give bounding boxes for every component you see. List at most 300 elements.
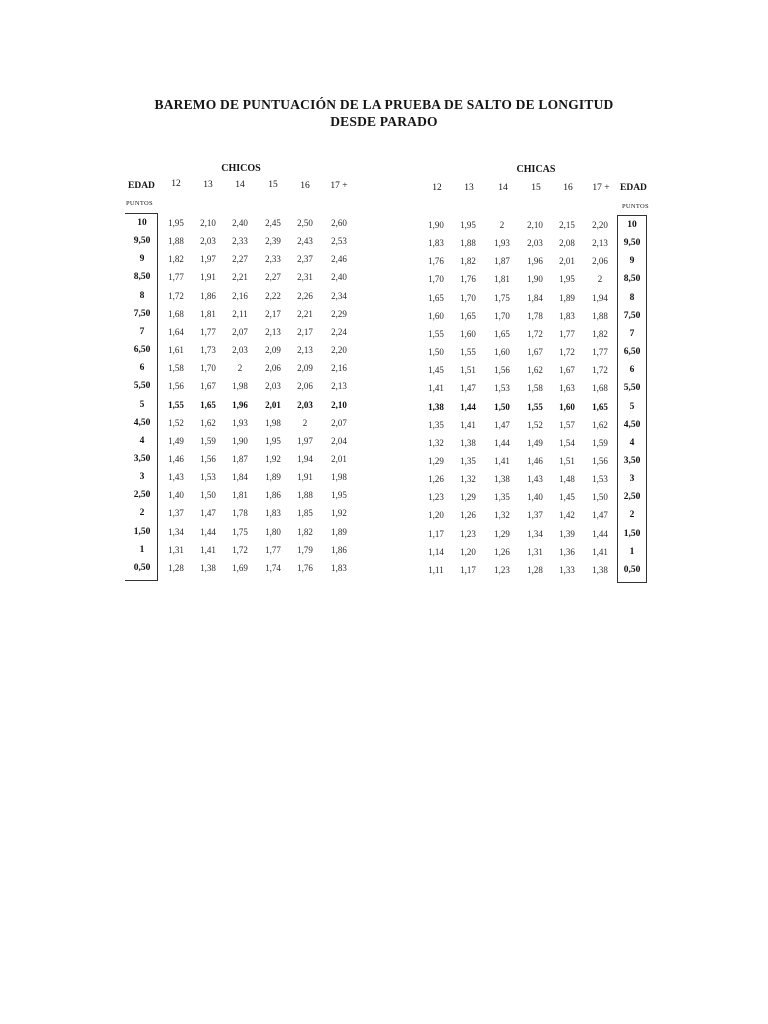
chicos-value-cell: 1,46 (168, 453, 184, 464)
chicos-value-cell: 1,95 (265, 435, 281, 446)
chicos-value-cell: 1,41 (200, 544, 216, 555)
chicos-value-cell: 2,40 (232, 218, 248, 228)
chicas-value-cell: 1,55 (428, 328, 444, 339)
chicas-value-cell: 1,75 (494, 292, 510, 303)
chicos-value-cell: 2,13 (297, 345, 313, 356)
chicos-value-cell: 1,93 (232, 417, 248, 428)
page-title: BAREMO DE PUNTUACIÓN DE LA PRUEBA DE SALTO DE LONGITUD (154, 97, 614, 112)
chicos-value-cell: 2,50 (297, 218, 313, 228)
chicas-row (0, 525, 768, 543)
chicas-value-cell: 1,41 (428, 383, 444, 394)
chicos-value-cell: 2,22 (265, 290, 281, 301)
chicos-points-cell: 3,50 (133, 453, 151, 464)
chicas-value-cell: 1,89 (559, 292, 575, 303)
chicas-value-cell: 1,41 (460, 419, 476, 430)
chicas-value-cell: 1,31 (527, 546, 543, 557)
chicos-value-cell: 1,31 (168, 544, 184, 555)
chicas-value-cell: 1,50 (494, 401, 510, 412)
chicas-value-cell: 1,40 (527, 492, 543, 503)
chicos-points-cell: 8 (139, 290, 145, 301)
chicos-value-cell: 1,83 (265, 508, 281, 519)
chicas-value-cell: 2,08 (559, 238, 575, 249)
chicas-value-cell: 1,72 (527, 328, 543, 339)
chicos-title: CHICOS (221, 163, 261, 174)
chicos-value-cell: 2,46 (331, 254, 347, 265)
chicos-value-cell: 1,85 (297, 508, 313, 519)
chicas-value-cell: 1,20 (460, 546, 476, 557)
chicas-value-cell: 1,29 (494, 528, 510, 539)
chicas-value-cell: 1,62 (592, 419, 608, 430)
chicas-puntos-label: PUNTOS (622, 203, 649, 210)
chicos-value-cell: 1,80 (265, 526, 281, 537)
chicas-value-cell: 1,23 (428, 492, 444, 503)
chicos-value-cell: 2,37 (297, 254, 313, 265)
chicos-value-cell: 1,49 (168, 435, 184, 446)
chicos-value-cell: 2,07 (331, 417, 347, 428)
chicos-value-cell: 1,73 (200, 345, 216, 356)
chicas-row (0, 561, 768, 579)
chicos-points-cell: 7 (139, 326, 145, 337)
chicas-points-cell: 4,50 (623, 419, 641, 430)
chicos-value-cell: 2,03 (200, 236, 216, 247)
chicos-value-cell: 2,21 (232, 272, 248, 283)
chicos-value-cell: 2,17 (265, 308, 281, 319)
chicas-value-cell: 1,26 (494, 546, 510, 557)
chicos-value-cell: 2,16 (331, 363, 347, 374)
chicos-value-cell: 2 (302, 417, 308, 428)
chicos-age-header: 16 (300, 181, 310, 191)
chicas-value-cell: 1,47 (494, 419, 510, 430)
chicos-points-cell: 8,50 (133, 272, 151, 283)
chicas-title: CHICAS (516, 164, 556, 175)
chicos-value-cell: 2,01 (265, 399, 281, 410)
chicas-value-cell: 2 (597, 274, 603, 285)
chicos-value-cell: 1,76 (297, 562, 313, 573)
chicos-value-cell: 1,91 (200, 272, 216, 283)
chicas-value-cell: 1,48 (559, 474, 575, 485)
chicas-points-cell: 1,50 (623, 528, 641, 539)
chicos-value-cell: 1,34 (168, 526, 184, 537)
chicas-points-cell: 8 (629, 292, 635, 303)
chicas-value-cell: 1,47 (460, 383, 476, 394)
chicas-value-cell: 1,50 (428, 347, 444, 358)
chicas-row (0, 361, 768, 379)
chicos-value-cell: 1,92 (331, 508, 347, 519)
chicos-points-cell: 6,50 (133, 345, 151, 356)
chicos-value-cell: 1,79 (297, 544, 313, 555)
chicas-value-cell: 2,13 (592, 238, 608, 249)
chicos-value-cell: 1,38 (200, 562, 216, 573)
chicos-value-cell: 1,72 (232, 544, 248, 555)
chicos-value-cell: 2,21 (297, 308, 313, 319)
chicas-points-bottom-rule (617, 582, 647, 583)
chicas-value-cell: 2,10 (527, 220, 543, 230)
chicas-value-cell: 1,57 (559, 419, 575, 430)
chicas-value-cell: 1,44 (460, 401, 476, 412)
chicos-points-cell: 4 (139, 435, 145, 446)
chicas-value-cell: 1,35 (428, 419, 444, 430)
chicas-value-cell: 1,93 (494, 238, 510, 249)
chicas-points-cell: 0,50 (623, 564, 641, 575)
chicos-value-cell: 2,03 (297, 399, 313, 410)
chicos-value-cell: 2,13 (331, 381, 347, 392)
chicos-value-cell: 1,67 (200, 381, 216, 392)
chicos-value-cell: 1,86 (331, 544, 347, 555)
chicas-age-header: 14 (498, 183, 508, 193)
chicas-row (0, 379, 768, 397)
chicas-row (0, 343, 768, 361)
chicos-value-cell: 2,06 (297, 381, 313, 392)
chicas-value-cell: 1,88 (460, 238, 476, 249)
chicas-value-cell: 1,96 (527, 256, 543, 267)
chicas-value-cell: 1,41 (592, 546, 608, 557)
chicas-points-cell: 9 (629, 256, 635, 267)
chicas-value-cell: 1,65 (494, 328, 510, 339)
chicos-value-cell: 1,72 (168, 290, 184, 301)
chicas-value-cell: 1,51 (460, 365, 476, 376)
chicos-value-cell: 1,86 (265, 490, 281, 501)
chicas-value-cell: 1,68 (592, 383, 608, 394)
chicos-value-cell: 1,53 (200, 472, 216, 483)
chicos-value-cell: 2,39 (265, 236, 281, 247)
chicos-value-cell: 1,64 (168, 326, 184, 337)
chicas-points-cell: 1 (629, 546, 635, 557)
chicos-value-cell: 2,10 (200, 218, 216, 228)
chicas-value-cell: 1,95 (460, 220, 476, 230)
chicos-age-header: 12 (171, 179, 181, 189)
chicas-points-cell: 4 (629, 437, 635, 448)
chicos-value-cell: 1,95 (168, 218, 184, 228)
chicas-value-cell: 1,60 (460, 328, 476, 339)
chicas-row (0, 234, 768, 252)
chicos-value-cell: 1,97 (200, 254, 216, 265)
chicas-points-cell: 5 (629, 401, 635, 412)
chicas-points-cell: 2 (629, 510, 635, 521)
chicos-value-cell: 1,56 (200, 453, 216, 464)
chicas-row (0, 434, 768, 452)
chicas-value-cell: 1,32 (494, 510, 510, 521)
chicos-value-cell: 2,40 (331, 272, 347, 283)
chicas-value-cell: 1,67 (527, 347, 543, 358)
chicos-value-cell: 2,29 (331, 308, 347, 319)
chicos-value-cell: 1,83 (331, 562, 347, 573)
chicas-value-cell: 1,32 (428, 437, 444, 448)
chicos-value-cell: 1,28 (168, 562, 184, 573)
chicos-value-cell: 2,01 (331, 453, 347, 464)
chicas-row (0, 506, 768, 524)
chicos-value-cell: 1,59 (200, 435, 216, 446)
chicos-value-cell: 1,91 (297, 472, 313, 483)
chicas-value-cell: 1,65 (428, 292, 444, 303)
chicos-points-cell: 2,50 (133, 490, 151, 501)
chicos-value-cell: 1,56 (168, 381, 184, 392)
chicos-value-cell: 2,53 (331, 236, 347, 247)
chicas-value-cell: 1,56 (494, 365, 510, 376)
chicos-value-cell: 1,47 (200, 508, 216, 519)
chicas-value-cell: 1,59 (592, 437, 608, 448)
chicas-value-cell: 1,41 (494, 455, 510, 466)
chicos-value-cell: 2,34 (331, 290, 347, 301)
chicas-value-cell: 1,76 (428, 256, 444, 267)
chicos-value-cell: 1,70 (200, 363, 216, 374)
chicas-value-cell: 1,23 (460, 528, 476, 539)
chicas-value-cell: 1,63 (559, 383, 575, 394)
chicas-value-cell: 1,87 (494, 256, 510, 267)
chicos-value-cell: 2,24 (331, 326, 347, 337)
chicas-value-cell: 1,28 (527, 564, 543, 575)
chicos-value-cell: 2 (237, 363, 243, 374)
chicos-value-cell: 2,09 (297, 363, 313, 374)
chicas-row (0, 252, 768, 270)
chicos-value-cell: 1,96 (232, 399, 248, 410)
chicas-row (0, 216, 768, 234)
chicas-value-cell: 1,47 (592, 510, 608, 521)
chicos-value-cell: 1,94 (297, 453, 313, 464)
chicos-value-cell: 2,16 (232, 290, 248, 301)
chicas-value-cell: 1,50 (592, 492, 608, 503)
chicos-value-cell: 2,04 (331, 435, 347, 446)
chicas-value-cell: 1,83 (559, 310, 575, 321)
chicas-value-cell: 1,29 (460, 492, 476, 503)
chicas-value-cell: 1,83 (428, 238, 444, 249)
chicas-value-cell: 1,82 (592, 328, 608, 339)
chicos-value-cell: 2,60 (331, 218, 347, 228)
chicos-value-cell: 1,89 (331, 526, 347, 537)
chicas-row (0, 452, 768, 470)
chicas-value-cell: 2,20 (592, 220, 608, 230)
chicos-value-cell: 2,07 (232, 326, 248, 337)
chicos-value-cell: 1,78 (232, 508, 248, 519)
chicos-value-cell: 1,75 (232, 526, 248, 537)
chicos-points-cell: 2 (139, 508, 145, 519)
chicos-value-cell: 1,98 (331, 472, 347, 483)
chicos-points-cell: 4,50 (133, 417, 151, 428)
chicas-value-cell: 1,70 (428, 274, 444, 285)
chicas-value-cell: 1,35 (460, 455, 476, 466)
chicas-points-cell: 6,50 (623, 347, 641, 358)
chicas-value-cell: 2,15 (559, 220, 575, 230)
chicas-edad-label: EDAD (620, 183, 647, 193)
chicas-value-cell: 1,72 (559, 347, 575, 358)
chicos-value-cell: 1,90 (232, 435, 248, 446)
chicas-value-cell: 1,43 (527, 474, 543, 485)
chicas-value-cell: 1,36 (559, 546, 575, 557)
chicos-value-cell: 1,44 (200, 526, 216, 537)
chicas-value-cell: 1,44 (592, 528, 608, 539)
chicas-points-cell: 3,50 (623, 455, 641, 466)
chicos-value-cell: 1,43 (168, 472, 184, 483)
chicos-points-cell: 9,50 (133, 236, 151, 247)
chicos-value-cell: 1,58 (168, 363, 184, 374)
chicos-value-cell: 1,98 (232, 381, 248, 392)
chicos-value-cell: 2,09 (265, 345, 281, 356)
chicas-points-cell: 5,50 (623, 383, 641, 394)
chicos-value-cell: 1,92 (265, 453, 281, 464)
chicas-value-cell: 1,72 (592, 365, 608, 376)
chicas-points-cell: 7 (629, 328, 635, 339)
chicos-value-cell: 1,86 (200, 290, 216, 301)
chicos-value-cell: 2,03 (232, 345, 248, 356)
chicas-value-cell: 1,14 (428, 546, 444, 557)
chicas-value-cell: 1,17 (428, 528, 444, 539)
chicos-points-cell: 5 (139, 399, 145, 410)
chicas-value-cell: 1,17 (460, 564, 476, 575)
chicos-points-cell: 6 (139, 363, 145, 374)
chicas-value-cell: 1,23 (494, 564, 510, 575)
chicas-value-cell: 1,70 (494, 310, 510, 321)
chicas-value-cell: 1,65 (592, 401, 608, 412)
chicas-points-cell: 8,50 (623, 274, 641, 285)
chicas-value-cell: 1,34 (527, 528, 543, 539)
chicas-age-header: 12 (432, 183, 442, 193)
chicas-age-header: 17 + (592, 183, 610, 193)
chicos-value-cell: 1,84 (232, 472, 248, 483)
chicos-value-cell: 1,77 (265, 544, 281, 555)
chicas-points-cell: 2,50 (623, 492, 641, 503)
chicas-value-cell: 1,53 (494, 383, 510, 394)
chicas-value-cell: 1,67 (559, 365, 575, 376)
chicos-value-cell: 1,37 (168, 508, 184, 519)
chicas-value-cell: 1,39 (559, 528, 575, 539)
chicas-value-cell: 1,78 (527, 310, 543, 321)
chicas-value-cell: 2,06 (592, 256, 608, 267)
chicas-value-cell: 1,38 (494, 474, 510, 485)
chicos-value-cell: 2,03 (265, 381, 281, 392)
chicas-value-cell: 1,55 (527, 401, 543, 412)
chicas-value-cell: 1,90 (428, 220, 444, 230)
chicas-value-cell: 1,52 (527, 419, 543, 430)
chicas-value-cell: 1,62 (527, 365, 543, 376)
chicas-row (0, 289, 768, 307)
chicas-points-cell: 7,50 (623, 310, 641, 321)
chicas-value-cell: 1,95 (559, 274, 575, 285)
chicas-row (0, 416, 768, 434)
chicas-value-cell: 1,42 (559, 510, 575, 521)
chicas-value-cell: 1,35 (494, 492, 510, 503)
chicas-value-cell: 1,94 (592, 292, 608, 303)
chicas-value-cell: 1,60 (494, 347, 510, 358)
chicos-value-cell: 1,81 (232, 490, 248, 501)
chicos-points-cell: 10 (137, 218, 147, 228)
chicos-value-cell: 1,55 (168, 399, 184, 410)
chicas-value-cell: 1,81 (494, 274, 510, 285)
chicas-value-cell: 1,54 (559, 437, 575, 448)
chicas-value-cell: 1,38 (428, 401, 444, 412)
chicas-value-cell: 1,77 (559, 328, 575, 339)
chicas-value-cell: 1,88 (592, 310, 608, 321)
chicas-value-cell: 1,26 (428, 474, 444, 485)
chicas-value-cell: 1,82 (460, 256, 476, 267)
chicas-value-cell: 1,55 (460, 347, 476, 358)
chicos-value-cell: 1,95 (331, 490, 347, 501)
chicas-value-cell: 1,20 (428, 510, 444, 521)
chicos-value-cell: 2,33 (265, 254, 281, 265)
chicos-age-header: 17 + (330, 181, 348, 191)
chicos-value-cell: 2,33 (232, 236, 248, 247)
chicas-value-cell: 1,32 (460, 474, 476, 485)
chicos-value-cell: 2,43 (297, 236, 313, 247)
chicas-age-header: 13 (464, 183, 474, 193)
chicas-value-cell: 1,51 (559, 455, 575, 466)
chicos-value-cell: 2,10 (331, 399, 347, 410)
chicos-value-cell: 2,26 (297, 290, 313, 301)
chicas-row (0, 470, 768, 488)
chicos-value-cell: 1,68 (168, 308, 184, 319)
chicas-value-cell: 1,45 (428, 365, 444, 376)
chicos-points-cell: 1,50 (133, 526, 151, 537)
chicas-value-cell: 1,77 (592, 347, 608, 358)
chicas-points-cell: 3 (629, 474, 635, 485)
chicos-value-cell: 2,06 (265, 363, 281, 374)
chicos-value-cell: 1,61 (168, 345, 184, 356)
chicos-value-cell: 1,87 (232, 453, 248, 464)
chicas-row (0, 325, 768, 343)
chicas-value-cell: 1,37 (527, 510, 543, 521)
chicas-value-cell: 1,53 (592, 474, 608, 485)
chicas-value-cell: 2,01 (559, 256, 575, 267)
chicos-points-cell: 0,50 (133, 562, 151, 573)
chicas-value-cell: 1,46 (527, 455, 543, 466)
chicas-value-cell: 1,84 (527, 292, 543, 303)
chicos-points-cell: 5,50 (133, 381, 151, 392)
chicos-value-cell: 2,27 (232, 254, 248, 265)
chicas-row (0, 543, 768, 561)
chicos-puntos-label: PUNTOS (126, 200, 153, 207)
chicos-age-header: 14 (235, 180, 245, 190)
chicas-age-header: 16 (563, 183, 573, 193)
chicas-value-cell: 1,26 (460, 510, 476, 521)
chicos-value-cell: 1,77 (168, 272, 184, 283)
chicos-value-cell: 2,13 (265, 326, 281, 337)
chicos-points-cell: 3 (139, 472, 145, 483)
chicas-points-cell: 9,50 (623, 238, 641, 249)
chicos-value-cell: 1,77 (200, 326, 216, 337)
chicos-points-bottom-rule (125, 580, 157, 581)
chicas-value-cell: 1,38 (460, 437, 476, 448)
chicos-value-cell: 1,88 (168, 236, 184, 247)
chicos-value-cell: 1,62 (200, 417, 216, 428)
chicas-row (0, 488, 768, 506)
chicas-row (0, 307, 768, 325)
chicas-value-cell: 1,56 (592, 455, 608, 466)
chicos-value-cell: 1,82 (297, 526, 313, 537)
chicas-value-cell: 1,90 (527, 274, 543, 285)
chicos-value-cell: 2,31 (297, 272, 313, 283)
chicas-value-cell: 1,45 (559, 492, 575, 503)
chicas-value-cell: 1,33 (559, 564, 575, 575)
chicas-value-cell: 1,70 (460, 292, 476, 303)
chicos-points-cell: 7,50 (133, 308, 151, 319)
chicas-points-cell: 10 (627, 220, 637, 230)
chicos-value-cell: 2,20 (331, 345, 347, 356)
chicas-value-cell: 1,29 (428, 455, 444, 466)
chicos-value-cell: 2,45 (265, 218, 281, 228)
chicos-value-cell: 1,97 (297, 435, 313, 446)
chicos-value-cell: 2,17 (297, 326, 313, 337)
chicas-value-cell: 1,60 (559, 401, 575, 412)
chicos-value-cell: 1,52 (168, 417, 184, 428)
chicos-value-cell: 1,81 (200, 308, 216, 319)
chicos-value-cell: 1,40 (168, 490, 184, 501)
chicas-value-cell: 1,60 (428, 310, 444, 321)
chicos-value-cell: 1,65 (200, 399, 216, 410)
chicos-value-cell: 1,74 (265, 562, 281, 573)
chicos-points-cell: 1 (139, 544, 145, 555)
chicos-points-cell: 9 (139, 254, 145, 265)
chicos-value-cell: 1,50 (200, 490, 216, 501)
page-subtitle: DESDE PARADO (330, 114, 438, 129)
chicas-value-cell: 1,65 (460, 310, 476, 321)
